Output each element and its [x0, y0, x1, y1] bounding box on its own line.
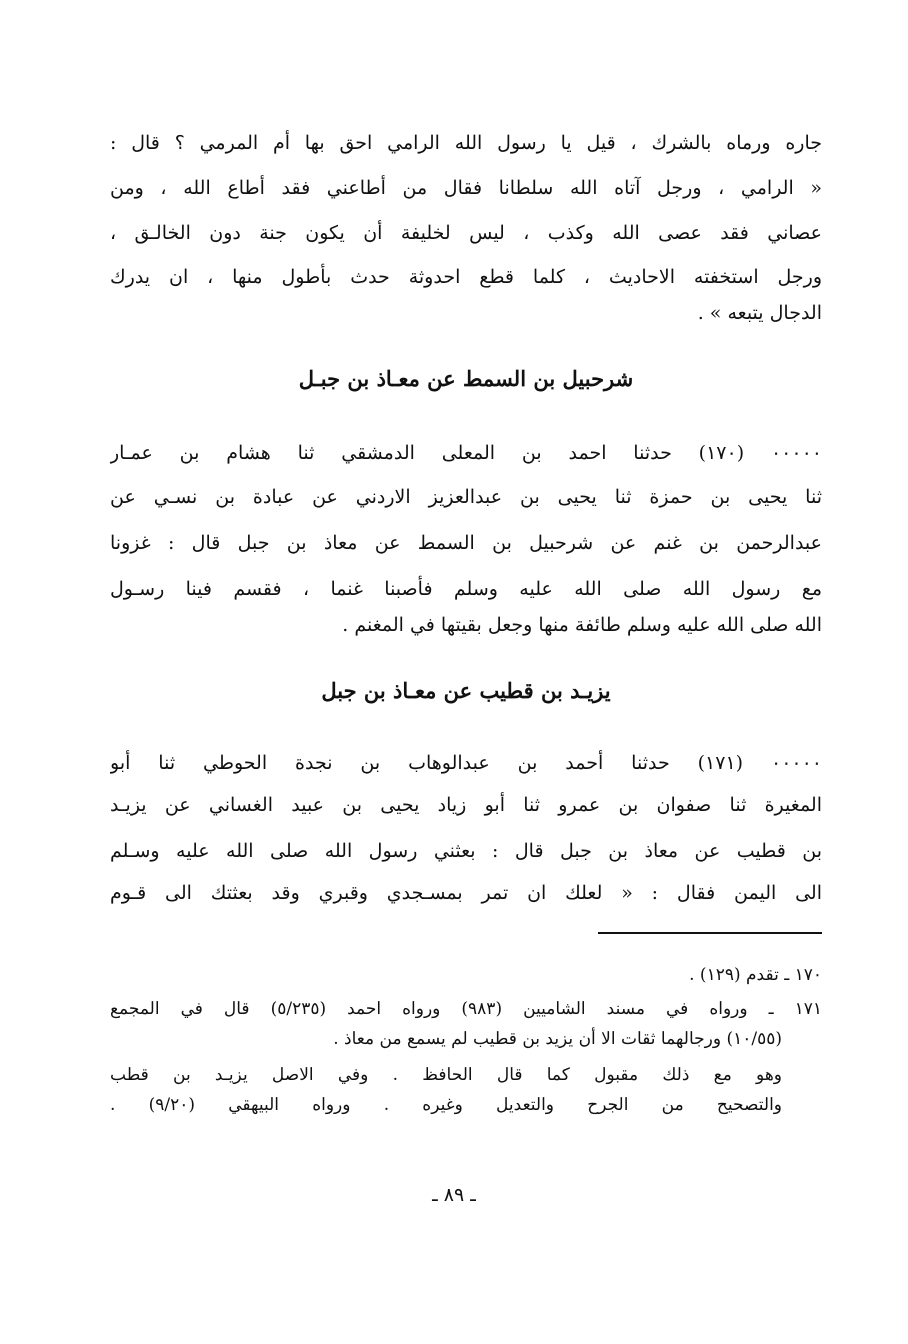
text-line: بن قطيب عن معاذ بن جبل قال : بعثني رسول الله صلى الله عليه وسـلم [110, 840, 822, 862]
footnote-171-line: والتصحيح من الجرح والتعديل وغيره . ورواه البيهقي (٩/٢٠) . [110, 1095, 782, 1115]
footnote-171-line: وهو مع ذلك مقبول كما قال الحافظ . وفي الاصل يزيـد بن قطب [110, 1065, 782, 1085]
text-line: جاره ورماه بالشرك ، قيل يا رسول الله الرامي احق بها أم المرمي ؟ قال : [110, 132, 822, 154]
text-line: ورجل استخفته الاحاديث ، كلما قطع احدوثة حدث بأطول منها ، ان يدرك [110, 266, 822, 288]
text-line: ٠٠٠٠٠ (١٧١) حدثنا أحمد بن عبدالوهاب بن نجدة الحوطي ثنا أبو [110, 752, 822, 774]
text-line: مع رسول الله صلى الله عليه وسلم فأصبنا غنما ، فقسم فينا رسـول [110, 578, 822, 600]
footnote-171-line: ١٧١ ـ ورواه في مسند الشاميين (٩٨٣) ورواه احمد (٥/٢٣٥) قال في المجمع [110, 999, 822, 1019]
text-line: ٠٠٠٠٠ (١٧٠) حدثنا احمد بن المعلى الدمشقي ثنا هشام بن عمـار [110, 442, 822, 464]
text-line: عصاني فقد عصى الله وكذب ، ليس لخليفة أن يكون جنة دون الخالـق ، [110, 222, 822, 244]
text-line: الدجال يتبعه » . [697, 302, 822, 324]
section-heading: شرحبيل بن السمط عن معـاذ بن جبـل [298, 366, 634, 391]
text-line: ثنا يحيى بن حمزة ثنا يحيى بن عبدالعزيز الاردني عن عبادة بن نسـي عن [110, 486, 822, 508]
text-line: الى اليمن فقال : « لعلك ان تمر بمسـجدي وقبري وقد بعثتك الى قـوم [110, 882, 822, 904]
text-line: « الرامي ، ورجل آتاه الله سلطانا فقال من أطاعني فقد أطاع الله ، ومن [110, 177, 822, 199]
text-line: المغيرة ثنا صفوان بن عمرو ثنا أبو زياد يحيى بن عبيد الغساني عن يزيـد [110, 794, 822, 816]
footnote-171-line: (١٠/٥٥) ورجالهما ثقات الا أن يزيد بن قطيب لم يسمع من معاذ . [333, 1029, 782, 1049]
footnote-divider [598, 932, 822, 934]
page-number: ـ ٨٩ ـ [432, 1184, 476, 1206]
footnote-170: ١٧٠ ـ تقدم (١٢٩) . [689, 965, 822, 985]
text-line: الله صلى الله عليه وسلم طائفة منها وجعل بقيتها في المغنم . [342, 614, 822, 636]
section-heading: يزيـد بن قطيب عن معـاذ بن جبل [321, 678, 611, 703]
text-line: عبدالرحمن بن غنم عن شرحبيل بن السمط عن معاذ بن جبل قال : غزونا [110, 532, 822, 554]
